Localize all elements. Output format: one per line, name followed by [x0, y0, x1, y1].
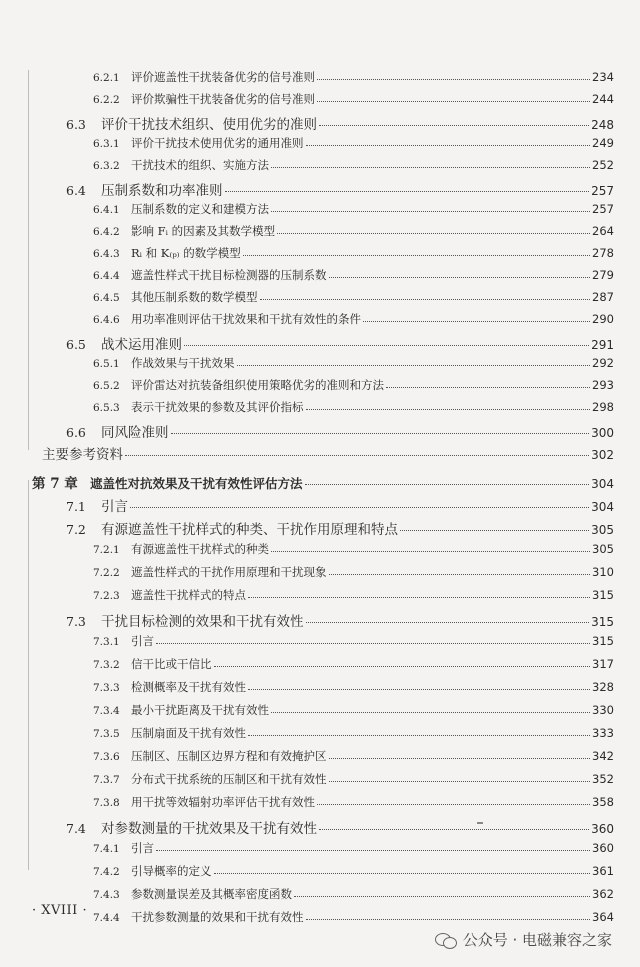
toc-leader-dots [248, 597, 590, 598]
watermark-text: 公众号 · 电磁兼容之家 [462, 931, 612, 949]
toc-page-number: 358 [592, 795, 614, 809]
toc-section-title: 压制区、压制区边界方程和有效掩护区 [131, 749, 327, 763]
toc-section-number: 7.4.4 [93, 912, 120, 924]
toc-section-title: 引言 [131, 841, 154, 855]
toc-entry-row [93, 840, 614, 856]
toc-leader-dots [214, 666, 591, 667]
toc-section-number: 7.4.1 [93, 843, 120, 855]
toc-page-number: 292 [592, 356, 614, 370]
toc-entry-row [93, 886, 614, 902]
toc-section-number: 7.3.5 [93, 728, 120, 740]
toc-entry-row [93, 135, 614, 151]
toc-entry-row [93, 69, 614, 85]
toc-section-number: 6.3 [66, 117, 86, 132]
toc-leader-dots [225, 191, 590, 192]
toc-leader-dots [319, 125, 589, 126]
toc-leader-dots [306, 919, 591, 920]
toc-section-number: 6.4.6 [93, 314, 120, 326]
toc-entry-row [66, 333, 614, 353]
toc-leader-dots [294, 896, 590, 897]
toc-section-number: 6.4.1 [93, 204, 120, 216]
toc-section-number: 7.3.3 [93, 682, 120, 694]
toc-entry-row [66, 113, 614, 133]
toc-entry-row [93, 702, 614, 718]
watermark [435, 929, 612, 950]
page-number: · XVIII · [32, 903, 88, 918]
toc-section-title: 干扰目标检测的效果和干扰有效性 [101, 614, 304, 630]
toc-section-number: 6.4.2 [93, 226, 120, 238]
toc-section-number: 6.5.1 [93, 358, 120, 370]
toc-section-number: 7.2.2 [93, 567, 120, 579]
toc-leader-dots [237, 365, 591, 366]
toc-entry-row [66, 421, 614, 441]
toc-leader-dots [271, 712, 590, 713]
toc-entry-row [93, 771, 614, 787]
toc-page-number: 278 [592, 246, 614, 260]
toc-page-number: 364 [592, 910, 614, 924]
toc-page-number: 298 [592, 400, 614, 414]
toc-section-title: 分布式干扰系统的压制区和干扰有效性 [131, 772, 327, 786]
toc-section-title: 引言 [101, 499, 128, 515]
toc-section-title: 有源遮盖性干扰样式的种类 [131, 542, 269, 556]
toc-page-number: 305 [592, 542, 614, 556]
toc-section-title: 压制系数和功率准则 [101, 183, 223, 199]
toc-section-number: 7.3.6 [93, 751, 120, 763]
toc-entry-row [93, 91, 614, 107]
toc-entry-row [66, 610, 614, 630]
toc-section-number: 7.3 [66, 614, 86, 629]
toc-entry-row [93, 541, 614, 557]
toc-section-title: 评价雷达对抗装备组织使用策略优劣的准则和方法 [131, 378, 384, 392]
toc-entry-row [93, 289, 614, 305]
toc-section-title: 有源遮盖性干扰样式的种类、干扰作用原理和特点 [101, 522, 398, 538]
toc-leader-dots [156, 643, 590, 644]
toc-leader-dots [306, 409, 591, 410]
toc-section-title: 其他压制系数的数学模型 [131, 290, 258, 304]
toc-section-title: 作战效果与干扰效果 [131, 356, 235, 370]
toc-section-number: 7.3.7 [93, 774, 120, 786]
toc-entry-row [93, 794, 614, 810]
toc-section-number: 7.2.1 [93, 544, 120, 556]
toc-leader-dots [317, 79, 590, 80]
toc-page-number: 287 [592, 290, 614, 304]
toc-section-title: 引导概率的定义 [131, 864, 212, 878]
toc-leader-dots [329, 781, 591, 782]
toc-section-number: 7.3.8 [93, 797, 120, 809]
toc-section-title: 同风险准则 [101, 425, 169, 441]
toc-leader-dots [260, 299, 591, 300]
toc-entry-row [93, 377, 614, 393]
toc-leader-dots [271, 211, 590, 212]
toc-leader-dots [329, 574, 591, 575]
toc-page-number: 304 [591, 500, 614, 514]
toc-section-number: 6.5.2 [93, 380, 120, 392]
toc-page-number: 248 [591, 118, 614, 132]
toc-leader-dots [271, 167, 590, 168]
toc-entry-row [93, 245, 614, 261]
toc-page-number: 360 [592, 841, 614, 855]
toc-page-number: 264 [592, 224, 614, 238]
toc-section-number: 7.2.3 [93, 590, 120, 602]
toc-section-number: 7.4.3 [93, 889, 120, 901]
toc-leader-dots [305, 484, 590, 485]
toc-entry-row [42, 443, 614, 463]
toc-page-number: 360 [591, 822, 614, 836]
toc-section-number: 6.4.3 [93, 248, 120, 260]
toc-section-title: 评价欺骗性干扰装备优劣的信号准则 [131, 92, 315, 106]
toc-page-number: 302 [591, 448, 614, 462]
toc-page-number: 333 [592, 726, 614, 740]
toc-section-number: 6.3.1 [93, 138, 120, 150]
toc-leader-dots [277, 233, 590, 234]
toc-page-number: 328 [592, 680, 614, 694]
toc-leader-dots [125, 455, 589, 456]
toc-section-title: 信干比或干信比 [131, 657, 212, 671]
toc-section-title: 遮盖性对抗效果及干扰有效性评估方法 [90, 476, 303, 491]
toc-section-number: 6.5 [66, 337, 86, 352]
toc-entry-row [93, 748, 614, 764]
toc-page-number: 310 [592, 565, 614, 579]
toc-section-title: 评价干扰技术使用优劣的通用准则 [131, 136, 304, 150]
toc-page-number: 342 [592, 749, 614, 763]
toc-chapter-row [32, 472, 614, 492]
toc-page-number: 317 [592, 657, 614, 671]
toc-section-number: 7.3.4 [93, 705, 120, 717]
toc-leader-dots [306, 145, 591, 146]
left-margin-line [28, 480, 29, 870]
toc-page-number: 234 [592, 70, 614, 84]
toc-leader-dots [171, 433, 590, 434]
toc-section-title: 压制系数的定义和建模方法 [131, 202, 269, 216]
toc-section-title: 最小干扰距离及干扰有效性 [131, 703, 269, 717]
toc-leader-dots [130, 507, 589, 508]
toc-entry-row [93, 267, 614, 283]
toc-entry-row [93, 679, 614, 695]
toc-leader-dots [248, 735, 590, 736]
toc-section-number: 6.2.1 [93, 72, 120, 84]
toc-section-title: 遮盖性样式干扰目标检测器的压制系数 [131, 268, 327, 282]
toc-section-title: 遮盖性样式的干扰作用原理和干扰现象 [131, 565, 327, 579]
toc-section-title: 战术运用准则 [101, 337, 182, 353]
toc-section-title: 遮盖性干扰样式的特点 [131, 588, 246, 602]
toc-section-title: 评价干扰技术组织、使用优劣的准则 [101, 117, 317, 133]
toc-page-number: 305 [591, 523, 614, 537]
toc-entry-row [66, 179, 614, 199]
toc-entry-row [93, 223, 614, 239]
toc-entry-row [93, 725, 614, 741]
toc-section-title: 干扰参数测量的效果和干扰有效性 [131, 910, 304, 924]
toc-page-number: 252 [592, 158, 614, 172]
toc-page-number: 315 [592, 588, 614, 602]
toc-page-number: 315 [592, 634, 614, 648]
toc-section-number: 6.4.4 [93, 270, 120, 282]
wechat-icon [435, 931, 457, 949]
toc-entry-row [93, 157, 614, 173]
toc-entry-row [93, 656, 614, 672]
toc-section-number: 7.2 [66, 522, 86, 537]
toc-section-title: 主要参考资料 [42, 447, 123, 463]
toc-section-title: 参数测量误差及其概率密度函数 [131, 887, 292, 901]
toc-leader-dots [400, 530, 589, 531]
toc-section-number: 7.3.2 [93, 659, 120, 671]
toc-leader-dots [156, 850, 590, 851]
toc-leader-dots [248, 689, 590, 690]
toc-page-number: 300 [591, 426, 614, 440]
toc-section-title: 引言 [131, 634, 154, 648]
toc-section-title: 表示干扰效果的参数及其评价指标 [131, 400, 304, 414]
toc-entry-row [93, 909, 614, 925]
toc-page-number: 249 [592, 136, 614, 150]
scan-speck [477, 822, 483, 824]
toc-page-number: 293 [592, 378, 614, 392]
toc-page-number: 291 [591, 338, 614, 352]
toc-leader-dots [319, 829, 589, 830]
toc-section-number: 7.1 [66, 499, 86, 514]
toc-page-number: 244 [592, 92, 614, 106]
left-margin-line [28, 70, 29, 450]
toc-section-number: 第 7 章 [32, 476, 78, 492]
toc-page-number: 362 [592, 887, 614, 901]
toc-page-number: 352 [592, 772, 614, 786]
toc-leader-dots [329, 758, 591, 759]
toc-page-number: 257 [591, 184, 614, 198]
toc-page-number: 304 [591, 477, 614, 491]
toc-leader-dots [317, 804, 590, 805]
toc-section-title: 检测概率及干扰有效性 [131, 680, 246, 694]
toc-page-number: 290 [592, 312, 614, 326]
toc-leader-dots [214, 873, 591, 874]
toc-section-number: 6.4 [66, 183, 86, 198]
toc-entry-row [93, 564, 614, 580]
toc-leader-dots [184, 345, 589, 346]
toc-entry-row [93, 587, 614, 603]
toc-leader-dots [243, 255, 590, 256]
toc-section-number: 6.5.3 [93, 402, 120, 414]
toc-section-title: 压制扇面及干扰有效性 [131, 726, 246, 740]
toc-entry-row [66, 817, 614, 837]
toc-section-number: 6.2.2 [93, 94, 120, 106]
toc-section-title: 用功率准则评估干扰效果和干扰有效性的条件 [131, 312, 361, 326]
toc-leader-dots [386, 387, 590, 388]
toc-section-number: 7.4.2 [93, 866, 120, 878]
toc-page-number: 315 [591, 615, 614, 629]
toc-page-number: 330 [592, 703, 614, 717]
toc-leader-dots [317, 101, 590, 102]
toc-entry-row [66, 518, 614, 538]
toc-leader-dots [329, 277, 591, 278]
toc-entry-row [93, 311, 614, 327]
toc-entry-row [93, 355, 614, 371]
toc-page-number: 279 [592, 268, 614, 282]
toc-page-number: 361 [592, 864, 614, 878]
toc-leader-dots [363, 321, 590, 322]
toc-leader-dots [306, 622, 590, 623]
toc-section-title: 用干扰等效辐射功率评估干扰有效性 [131, 795, 315, 809]
toc-section-number: 7.3.1 [93, 636, 120, 648]
toc-section-number: 6.4.5 [93, 292, 120, 304]
toc-section-number: 7.4 [66, 821, 86, 836]
toc-leader-dots [271, 551, 590, 552]
toc-entry-row [93, 633, 614, 649]
toc-section-title: 干扰技术的组织、实施方法 [131, 158, 269, 172]
toc-entry-row [93, 201, 614, 217]
toc-section-title: 影响 Fᵢ 的因素及其数学模型 [131, 224, 276, 238]
toc-section-title: Rᵢ 和 K₍ₚ₎ 的数学模型 [131, 246, 241, 260]
toc-page-number: 257 [592, 202, 614, 216]
toc-entry-row [66, 495, 614, 515]
toc-entry-row [93, 863, 614, 879]
toc-section-title: 对参数测量的干扰效果及干扰有效性 [101, 821, 317, 837]
toc-section-number: 6.6 [66, 425, 86, 440]
toc-section-number: 6.3.2 [93, 160, 120, 172]
toc-entry-row [93, 399, 614, 415]
toc-section-title: 评价遮盖性干扰装备优劣的信号准则 [131, 70, 315, 84]
